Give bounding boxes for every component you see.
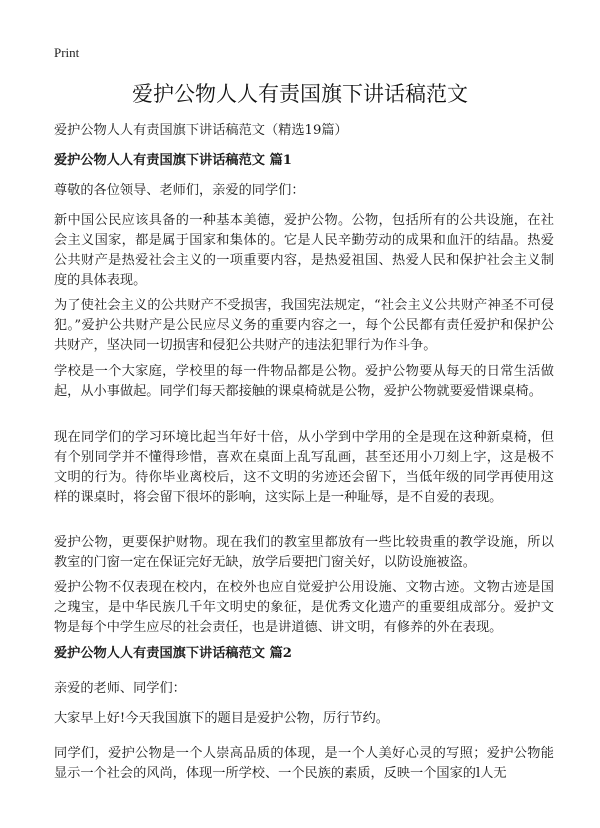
body-paragraph: 爱护公物不仅表现在校内，在校外也应自觉爱护公用设施、文物古迹。文物古迹是国之瑰宝，是中华民族几千年文明史的象征，是优秀文化遗产的重要组成部分。爱护文物是每个中学生应尽的社会责任，也是讲道德、讲文明，有修养的外在表现。: [54, 580, 554, 635]
greeting-paragraph: 尊敬的各位领导、老师们，亲爱的同学们：: [54, 183, 305, 198]
section-heading-1: 爱护公物人人有责国旗下讲话稿范文 篇1: [54, 153, 292, 168]
body-paragraph: 现在同学们的学习环境比起当年好十倍，从小学到中学用的全是现在这种新桌椅，但有个别同学并不懂得珍惜，喜欢在桌面上乱写乱画，甚至还用小刀刻上字，这是极不文明的行为。待你毕业离校后，这不文明的劣迹还会留下，当低年级的同学再使用这样的课桌时，将会留下很坏的影响，这实际上是一种耻辱，是不自爱的表现。: [54, 430, 554, 505]
body-paragraph: 爱护公物，更要保护财物。现在我们的教室里都放有一些比较贵重的教学设施，所以教室的门窗一定在保证完好无缺，放学后要把门窗关好，以防设施被盗。: [54, 535, 554, 570]
greeting-paragraph: 亲爱的老师、同学们：: [54, 681, 186, 696]
document-title: 爱护公物人人有责国旗下讲话稿范文: [132, 82, 468, 106]
body-paragraph: 为了使社会主义的公共财产不受损害，我国宪法规定，“社会主义公共财产神圣不可侵犯。”爱护公共财产是公民应尽义务的重要内容之一，每个公民都有责任爱护和保护公共财产，坚决同一切损害和侵犯公共财产的违法犯罪行为作斗争。: [54, 298, 554, 353]
print-link[interactable]: Print: [54, 45, 80, 60]
body-paragraph: 同学们，爱护公物是一个人崇高品质的体现，是一个人美好心灵的写照；爱护公物能显示一个社会的风尚，体现一所学校、一个民族的素质，反映一个国家的l人无: [54, 746, 554, 781]
document-subtitle: 爱护公物人人有责国旗下讲话稿范文（精选19篇）: [54, 123, 348, 138]
body-paragraph: 大家早上好!今天我国旗下的题目是爱护公物，厉行节约。: [54, 711, 389, 726]
body-paragraph: 学校是一个大家庭，学校里的每一件物品都是公物。爱护公物要从每天的日常生活做起，从小事做起。同学们每天都接触的课桌椅就是公物，爱护公物就要爱惜课桌椅。: [54, 364, 554, 399]
section-heading-2: 爱护公物人人有责国旗下讲话稿范文 篇2: [54, 646, 292, 661]
body-paragraph: 新中国公民应该具备的一种基本美德，爱护公物。公物，包括所有的公共设施，在社会主义国家，都是属于国家和集体的。它是人民辛勤劳动的成果和血汗的结晶。热爱公共财产是热爱社会主义的一项重要内容，是热爱祖国、热爱人民和保护社会主义制度的具体表现。: [54, 213, 554, 288]
